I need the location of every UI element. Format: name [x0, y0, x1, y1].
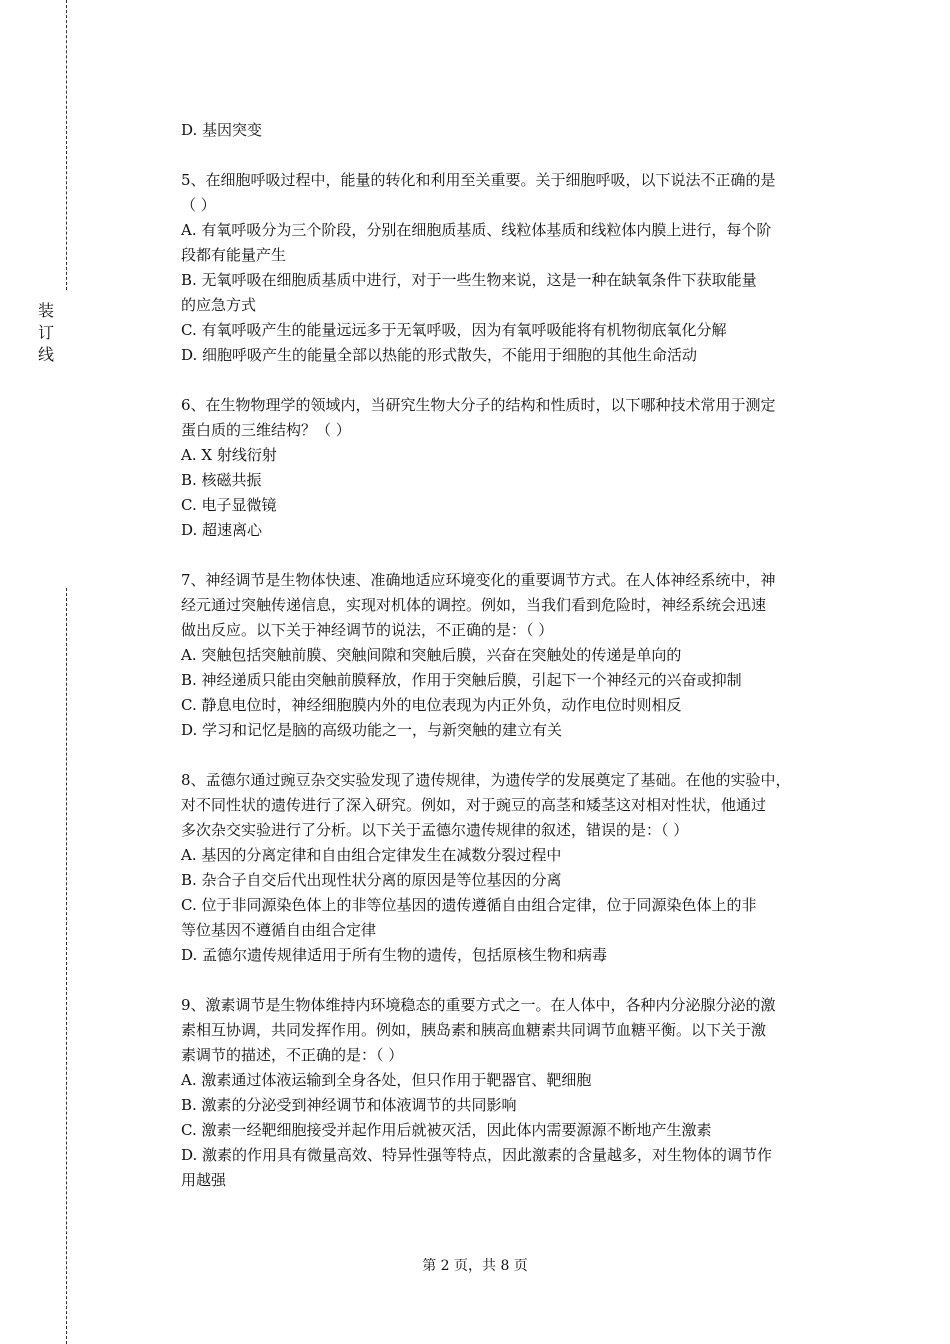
answer-option-line: C. 有氧呼吸产生的能量远远多于无氧呼吸，因为有氧呼吸能将有机物彻底氧化分解 — [181, 321, 727, 339]
answer-option-line: A. 有氧呼吸分为三个阶段，分别在细胞质基质、线粒体基质和线粒体内膜上进行，每个阶 — [181, 221, 772, 239]
question-block — [181, 568, 841, 743]
answer-option — [181, 518, 841, 543]
answer-option — [181, 1143, 841, 1193]
question-stem-line: 8、孟德尔通过豌豆杂交实验发现了遗传规律，为遗传学的发展奠定了基础。在他的实验中， — [181, 771, 791, 789]
page-footer: 第 2 页，共 8 页 — [422, 1258, 528, 1274]
question-block — [181, 393, 841, 543]
answer-option-line: D. 超速离心 — [181, 521, 263, 539]
answer-option-line: D. 孟德尔遗传规律适用于所有生物的遗传，包括原核生物和病毒 — [181, 946, 608, 964]
binding-label — [34, 300, 58, 366]
answer-option-line: 的应急方式 — [181, 296, 257, 314]
question-stem-line: 5、在细胞呼吸过程中，能量的转化和利用至关重要。关于细胞呼吸，以下说法不正确的是 — [181, 171, 776, 189]
answer-option — [181, 943, 841, 968]
question-stem-line: 蛋白质的三维结构？（ ） — [181, 421, 351, 439]
answer-option-line: B. 核磁共振 — [181, 471, 262, 489]
question-stem-line: 6、在生物物理学的领域内，当研究生物大分子的结构和性质时，以下哪种技术常用于测定 — [181, 396, 776, 414]
question-block — [181, 768, 841, 968]
answer-option — [181, 493, 841, 518]
answer-option-line: B. 无氧呼吸在细胞质基质中进行，对于一些生物来说，这是一种在缺氧条件下获取能量 — [181, 271, 757, 289]
answer-option-line: A. X 射线衍射 — [181, 446, 277, 464]
binding-char: 订 — [37, 323, 54, 342]
answer-option — [181, 718, 841, 743]
answer-option-line: B. 神经递质只能由突触前膜释放，作用于突触后膜，引起下一个神经元的兴奋或抑制 — [181, 671, 742, 689]
page-content — [181, 118, 841, 1193]
answer-option-line: C. 位于非同源染色体上的非等位基因的遗传遵循自由组合定律，位于同源染色体上的非 — [181, 896, 757, 914]
question-stem-line: 素调节的描述，不正确的是：（ ） — [181, 1046, 404, 1064]
answer-option — [181, 318, 841, 343]
answer-option — [181, 693, 841, 718]
answer-option — [181, 643, 841, 668]
answer-option-line: D. 细胞呼吸产生的能量全部以热能的形式散失，不能用于细胞的其他生命活动 — [181, 346, 698, 364]
answer-option-line: D. 激素的作用具有微量高效、特异性强等特点，因此激素的含量越多，对生物体的调节作 — [181, 1146, 773, 1164]
question-stem-line: 经元通过突触传递信息，实现对机体的调控。例如，当我们看到危险时，神经系统会迅速 — [181, 596, 767, 614]
answer-option — [181, 468, 841, 493]
binding-char: 线 — [37, 345, 54, 364]
answer-option — [181, 1068, 841, 1093]
binding-dashed-line-top — [66, 0, 67, 290]
answer-option-line: A. 基因的分离定律和自由组合定律发生在减数分裂过程中 — [181, 846, 562, 864]
binding-char: 装 — [37, 301, 54, 320]
answer-option-line: C. 静息电位时，神经细胞膜内外的电位表现为内正外负，动作电位时则相反 — [181, 696, 682, 714]
answer-option — [181, 843, 841, 868]
question-block — [181, 168, 841, 368]
answer-option-line: C. 激素一经靶细胞接受并起作用后就被灭活，因此体内需要源源不断地产生激素 — [181, 1121, 712, 1139]
answer-option — [181, 668, 841, 693]
answer-option-line: C. 电子显微镜 — [181, 496, 277, 514]
answer-option — [181, 268, 841, 318]
answer-option — [181, 343, 841, 368]
answer-option — [181, 868, 841, 893]
question-block — [181, 993, 841, 1193]
question-stem-line: 对不同性状的遗传进行了深入研究。例如，对于豌豆的高茎和矮茎这对相对性状，他通过 — [181, 796, 767, 814]
answer-option-line: 等位基因不遵循自由组合定律 — [181, 921, 377, 939]
answer-option — [181, 893, 841, 943]
answer-option — [181, 443, 841, 468]
question-stem-line: 9、激素调节是生物体维持内环境稳态的重要方式之一。在人体中，各种内分泌腺分泌的激 — [181, 996, 776, 1014]
previous-question-option: D. 基因突变 — [181, 121, 263, 139]
question-stem-line: 素相互协调，共同发挥作用。例如，胰岛素和胰高血糖素共同调节血糖平衡。以下关于激 — [181, 1021, 767, 1039]
binding-dashed-line-bottom — [66, 588, 67, 1344]
question-stem-line: （ ） — [181, 196, 216, 214]
answer-option-line: 用越强 — [181, 1171, 227, 1189]
question-stem-line: 7、神经调节是生物体快速、准确地适应环境变化的重要调节方式。在人体神经系统中，神 — [181, 571, 776, 589]
answer-option-line: D. 学习和记忆是脑的高级功能之一，与新突触的建立有关 — [181, 721, 563, 739]
answer-option-line: A. 突触包括突触前膜、突触间隙和突触后膜，兴奋在突触处的传递是单向的 — [181, 646, 682, 664]
question-list — [181, 168, 841, 1193]
answer-option — [181, 218, 841, 268]
answer-option-line: B. 激素的分泌受到神经调节和体液调节的共同影响 — [181, 1096, 517, 1114]
question-stem-line: 多次杂交实验进行了分析。以下关于孟德尔遗传规律的叙述，错误的是：（ ） — [181, 821, 689, 839]
answer-option — [181, 1118, 841, 1143]
answer-option-line: B. 杂合子自交后代出现性状分离的原因是等位基因的分离 — [181, 871, 562, 889]
question-stem-line: 做出反应。以下关于神经调节的说法，不正确的是：（ ） — [181, 621, 554, 639]
answer-option — [181, 1093, 841, 1118]
answer-option-line: A. 激素通过体液运输到全身各处，但只作用于靶器官、靶细胞 — [181, 1071, 592, 1089]
answer-option-line: 段都有能量产生 — [181, 246, 287, 264]
